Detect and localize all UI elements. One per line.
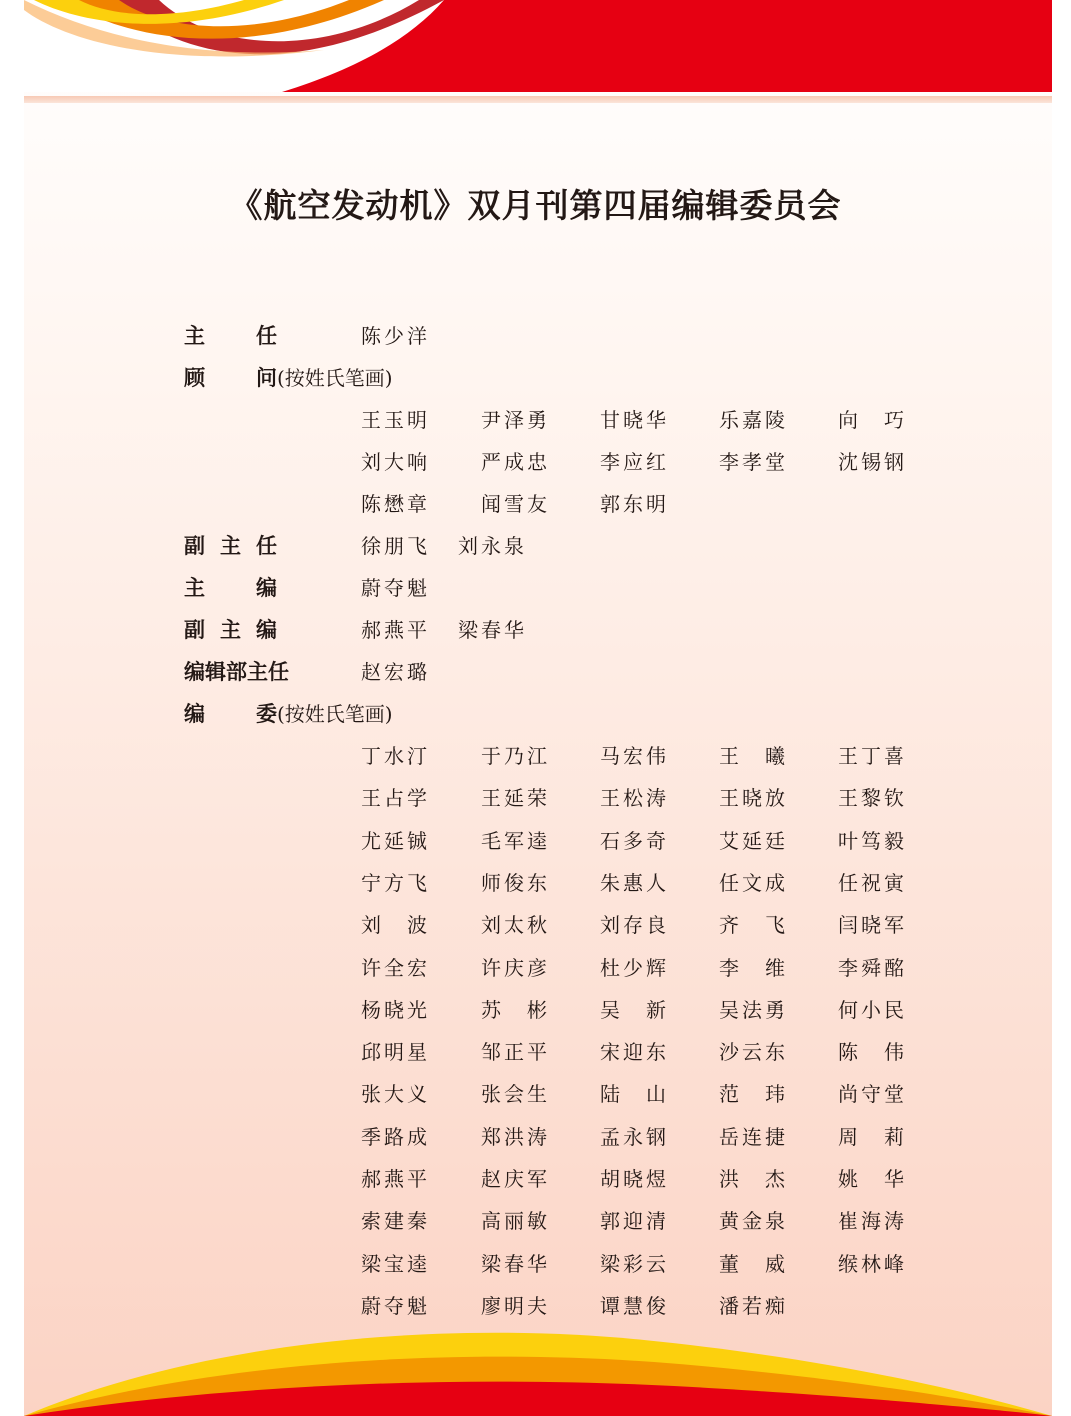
member-name: 张会生 [481,1082,550,1107]
advisor-name: 向 巧 [838,408,907,432]
members-row [0,1078,1071,1118]
member-name: 潘若痴 [719,1293,788,1318]
member-name: 季路成 [361,1124,430,1149]
advisor-name: 乐嘉陵 [719,408,788,432]
member-name: 宁方飞 [361,870,430,895]
members-row [0,782,1071,822]
member-name: 艾延廷 [719,828,788,853]
member-name: 于乃江 [481,744,550,768]
member-name: 尤延铖 [361,828,430,853]
members-row [0,1205,1071,1245]
member-name: 石多奇 [600,828,669,853]
editor-in-chief-row: 主 编 蔚夺魁 [0,572,1071,612]
member-name: 何小民 [838,997,907,1022]
members-heading: 编 委(按姓氏笔画) [184,702,393,726]
members-row [0,1036,1071,1076]
member-name: 任文成 [719,870,788,895]
member-name: 尚守堂 [838,1082,907,1107]
advisors-order-note: (按姓氏笔画) [277,366,393,390]
members-row [0,952,1071,992]
member-name: 宋迎东 [600,1040,669,1065]
member-name: 朱惠人 [600,870,669,895]
member-name: 郑洪涛 [481,1124,550,1149]
member-name: 王松涛 [600,786,669,811]
director-name: 陈少洋 [361,324,430,348]
member-name: 董 威 [719,1251,788,1276]
members-row [0,1248,1071,1288]
members-row [0,994,1071,1034]
member-name: 黄金泉 [719,1209,788,1234]
member-name: 范 玮 [719,1082,788,1107]
members-row [0,1290,1071,1330]
member-name: 赵庆军 [481,1167,550,1191]
advisor-name: 甘晓华 [600,408,669,432]
member-name: 马宏伟 [600,744,669,768]
member-name: 王晓放 [719,786,788,811]
member-name: 吴法勇 [719,997,788,1022]
members-order-note: (按姓氏笔画) [277,702,393,726]
editor-in-chief-name: 蔚夺魁 [361,576,430,600]
deputy-director-row: 副 主 任 徐朋飞 刘永泉 [0,530,1071,570]
advisors-row [0,446,1071,486]
member-name: 梁春华 [481,1251,550,1276]
advisor-name: 沈锡钢 [838,450,907,474]
advisor-name: 李孝堂 [719,450,788,474]
member-name: 崔海涛 [838,1209,907,1234]
member-name: 邱明星 [361,1040,430,1065]
advisor-name: 郭东明 [600,492,669,516]
advisor-name: 王玉明 [361,408,430,432]
member-name: 苏 彬 [481,997,550,1022]
members-row [0,740,1071,780]
director-row: 主 任 陈少洋 [0,320,1071,360]
member-name: 陈 伟 [838,1040,907,1065]
top-divider [24,96,1052,103]
advisor-name: 陈懋章 [361,492,430,516]
member-name: 沙云东 [719,1040,788,1065]
member-name: 梁宝逵 [361,1251,430,1276]
member-name: 邹正平 [481,1040,550,1065]
member-name: 陆 山 [600,1082,669,1107]
member-name: 王黎钦 [838,786,907,811]
member-name: 杨晓光 [361,997,430,1022]
member-name: 王 曦 [719,744,788,768]
member-name: 缑林峰 [838,1251,907,1276]
member-name: 许庆彦 [481,955,550,980]
member-name: 王丁喜 [838,744,907,768]
member-name: 杜少辉 [600,955,669,980]
member-name: 吴 新 [600,997,669,1022]
dept-head-label: 编辑部主任 [184,660,289,684]
member-name: 蔚夺魁 [361,1293,430,1318]
member-name: 郝燕平 [361,1167,430,1191]
member-name: 廖明夫 [481,1293,550,1318]
advisor-name: 闻雪友 [481,492,550,516]
member-name: 梁彩云 [600,1251,669,1276]
member-name: 张大义 [361,1082,430,1107]
member-name: 丁水汀 [361,744,430,768]
advisor-name: 严成忠 [481,450,550,474]
member-name: 任祝寅 [838,870,907,895]
advisor-name: 尹泽勇 [481,408,550,432]
member-name: 毛军逵 [481,828,550,853]
dept-head-row [0,656,1071,696]
deputy-editor-row: 副 主 编 郝燕平 梁春华 [0,614,1071,654]
member-name: 叶笃毅 [838,828,907,853]
member-name: 闫晓军 [838,913,907,938]
member-name: 李 维 [719,955,788,980]
member-name: 索建秦 [361,1209,430,1234]
dept-head-name: 赵宏璐 [361,660,430,684]
advisor-name: 李应红 [600,450,669,474]
member-name: 刘存良 [600,913,669,938]
deputy-editor-name: 郝燕平 [361,618,430,642]
members-row [0,1121,1071,1161]
deputy-editor-name: 梁春华 [458,618,527,642]
members-row [0,825,1071,865]
members-row [0,909,1071,949]
member-name: 师俊东 [481,870,550,895]
page-title: 《航空发动机》双月刊第四届编辑委员会 [229,186,842,225]
member-name: 孟永钢 [600,1124,669,1149]
deputy-director-name: 刘永泉 [458,534,527,558]
member-name: 郭迎清 [600,1209,669,1234]
member-name: 许全宏 [361,955,430,980]
member-name: 胡晓煜 [600,1167,669,1191]
member-name: 高丽敏 [481,1209,550,1234]
member-name: 刘 波 [361,913,430,938]
advisors-row [0,404,1071,444]
member-name: 谭慧俊 [600,1293,669,1318]
member-name: 刘太秋 [481,913,550,938]
member-name: 姚 华 [838,1167,907,1191]
member-name: 李舜酩 [838,955,907,980]
advisor-name: 刘大响 [361,450,430,474]
members-row [0,867,1071,907]
member-name: 周 莉 [838,1124,907,1149]
member-name: 王延荣 [481,786,550,811]
member-name: 岳连捷 [719,1124,788,1149]
deputy-director-name: 徐朋飞 [361,534,430,558]
member-name: 齐 飞 [719,913,788,938]
members-row [0,1163,1071,1203]
advisors-heading: 顾 问(按姓氏笔画) [184,366,393,390]
advisors-row [0,488,1071,528]
top-banner-graphic [24,0,1052,92]
member-name: 王占学 [361,786,430,811]
member-name: 洪 杰 [719,1167,788,1191]
